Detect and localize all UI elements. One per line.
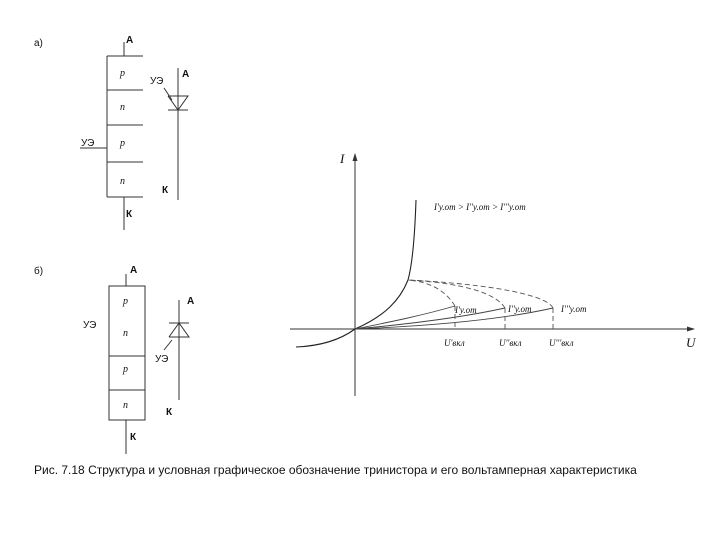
part-b-symbol-gate-label: УЭ xyxy=(155,354,169,365)
part-a-symbol-gate-label: УЭ xyxy=(150,76,164,87)
part-b-thyristor-symbol xyxy=(164,300,189,400)
part-b-layer-4: n xyxy=(123,400,128,411)
graph xyxy=(290,151,697,396)
x-axis-label: U xyxy=(686,335,696,350)
on-state-curve xyxy=(355,200,416,329)
part-a-layer-3: p xyxy=(120,138,125,149)
part-a-symbol-anode: A xyxy=(182,69,190,80)
reverse-branch xyxy=(296,329,355,347)
part-a-anode-label: A xyxy=(126,35,134,46)
switching-arc-2 xyxy=(408,280,505,308)
part-b-symbol-anode: A xyxy=(187,296,195,307)
part-b-tag: б) xyxy=(34,266,44,277)
voltage-label-2: U''вкл xyxy=(499,338,522,348)
voltage-label-3: U'''вкл xyxy=(549,338,574,348)
current-label-3: I'''у.от xyxy=(561,304,587,314)
forward-curve-1 xyxy=(355,306,455,329)
part-b-gate-label: УЭ xyxy=(83,320,97,331)
current-relation: I'у.от > I''у.от > I'''у.от xyxy=(434,202,526,212)
part-b-layer-3: p xyxy=(123,364,128,375)
voltage-label-1: U'вкл xyxy=(444,338,465,348)
part-a-gate-label: УЭ xyxy=(81,138,95,149)
part-b-layer-1: p xyxy=(123,296,128,307)
part-b-anode-label: A xyxy=(130,265,138,276)
forward-curve-2 xyxy=(355,308,505,329)
part-a-layer-4: n xyxy=(120,176,125,187)
part-b-symbol-gate xyxy=(164,340,172,350)
part-b-layer-2: n xyxy=(123,328,128,339)
part-a-thyristor-symbol xyxy=(164,68,188,200)
switching-arc-1 xyxy=(408,280,455,306)
part-a xyxy=(34,35,189,230)
part-b xyxy=(34,265,194,454)
part-b-symbol-cathode: К xyxy=(166,407,173,418)
part-a-symbol-gate xyxy=(164,88,172,100)
part-a-layer-2: n xyxy=(120,102,125,113)
y-axis-label: I xyxy=(340,151,345,166)
part-a-layer-1: p xyxy=(120,68,125,79)
part-a-cathode-label: К xyxy=(126,209,133,220)
figure-caption: Рис. 7.18 Структура и условная графическое обозначение тринистора и его вольтамперная характеристика xyxy=(34,463,637,477)
part-b-cathode-label: К xyxy=(130,432,137,443)
part-a-symbol-cathode: К xyxy=(162,185,169,196)
part-a-tag: а) xyxy=(34,38,43,49)
current-label-2: I''у.от xyxy=(508,304,532,314)
part-a-structure xyxy=(80,42,143,230)
current-label-1: I'у.от xyxy=(455,305,477,315)
